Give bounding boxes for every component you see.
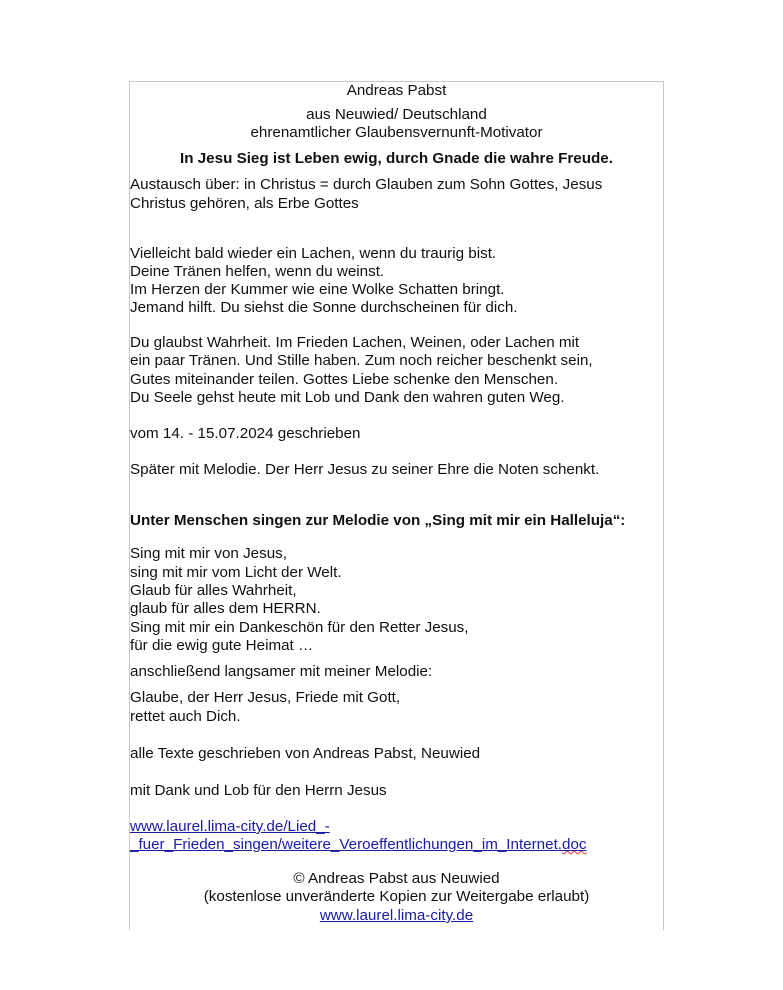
stanza1-line-3: Im Herzen der Kummer wie eine Wolke Schatten bringt. [130, 281, 505, 298]
document-page [129, 81, 664, 930]
date-line: vom 14. - 15.07.2024 geschrieben [130, 425, 361, 442]
later-line: Später mit Melodie. Der Herr Jesus zu seiner Ehre die Noten schenkt. [130, 461, 600, 478]
closing-song-line-1: Glaube, der Herr Jesus, Friede mit Gott, [130, 689, 401, 706]
stanza2-line-3: Gutes miteinander teilen. Gottes Liebe schenke den Menschen. [130, 371, 559, 388]
song-line-3: Glaub für alles Wahrheit, [130, 582, 297, 599]
motto: In Jesu Sieg ist Leben ewig, durch Gnade die wahre Freude. [180, 150, 613, 167]
stanza1-line-1: Vielleicht bald wieder ein Lachen, wenn du traurig bist. [130, 245, 497, 262]
footer-url-link[interactable]: www.laurel.lima-city.de [319, 907, 474, 924]
publication-link-line-1[interactable]: www.laurel.lima-city.de/Lied_- [130, 818, 330, 835]
stanza1-line-4: Jemand hilft. Du siehst die Sonne durchscheinen für dich. [130, 299, 518, 316]
melody-heading: Unter Menschen singen zur Melodie von „Sing mit mir ein Halleluja“: [130, 512, 626, 529]
intro-line-1: Austausch über: in Christus = durch Glauben zum Sohn Gottes, Jesus [130, 176, 603, 193]
closing-song-line-2: rettet auch Dich. [130, 708, 241, 725]
publication-link[interactable] [130, 818, 330, 836]
stanza2-line-1: Du glaubst Wahrheit. Im Frieden Lachen, Weinen, oder Lachen mit [130, 334, 580, 351]
song-line-2: sing mit mir vom Licht der Welt. [130, 564, 342, 581]
all-texts-line: alle Texte geschrieben von Andreas Pabst, Neuwied [130, 745, 481, 762]
stanza2-line-4: Du Seele gehst heute mit Lob und Dank den wahren guten Weg. [130, 389, 565, 406]
stanza2-line-2: ein paar Tränen. Und Stille haben. Zum noch reicher beschenkt sein, [130, 352, 593, 369]
footer-note: (kostenlose unveränderte Kopien zur Weitergabe erlaubt) [203, 888, 590, 905]
footer-copyright: © Andreas Pabst aus Neuwied [293, 870, 500, 887]
publication-link-extension: doc [562, 836, 587, 853]
thanks-line: mit Dank und Lob für den Herrn Jesus [130, 782, 387, 799]
publication-link-path: _fuer_Frieden_singen/weitere_Veroeffentlichungen_im_Internet. [130, 836, 563, 853]
slower-line: anschließend langsamer mit meiner Melodie: [130, 663, 433, 680]
author-role: ehrenamtlicher Glaubensvernunft-Motivator [250, 124, 543, 141]
publication-link-continued[interactable] [130, 836, 587, 854]
song-line-5: Sing mit mir ein Dankeschön für den Retter Jesus, [130, 619, 469, 636]
song-line-1: Sing mit mir von Jesus, [130, 545, 287, 562]
publication-link-line-2[interactable] [130, 836, 587, 853]
author-name: Andreas Pabst [346, 82, 447, 99]
author-origin: aus Neuwied/ Deutschland [306, 106, 487, 123]
stanza1-line-2: Deine Tränen helfen, wenn du weinst. [130, 263, 385, 280]
song-line-6: für die ewig gute Heimat … [130, 637, 314, 654]
song-line-4: glaub für alles dem HERRN. [130, 600, 321, 617]
intro-line-2: Christus gehören, als Erbe Gottes [130, 195, 359, 212]
footer-url-row[interactable] [130, 907, 663, 925]
